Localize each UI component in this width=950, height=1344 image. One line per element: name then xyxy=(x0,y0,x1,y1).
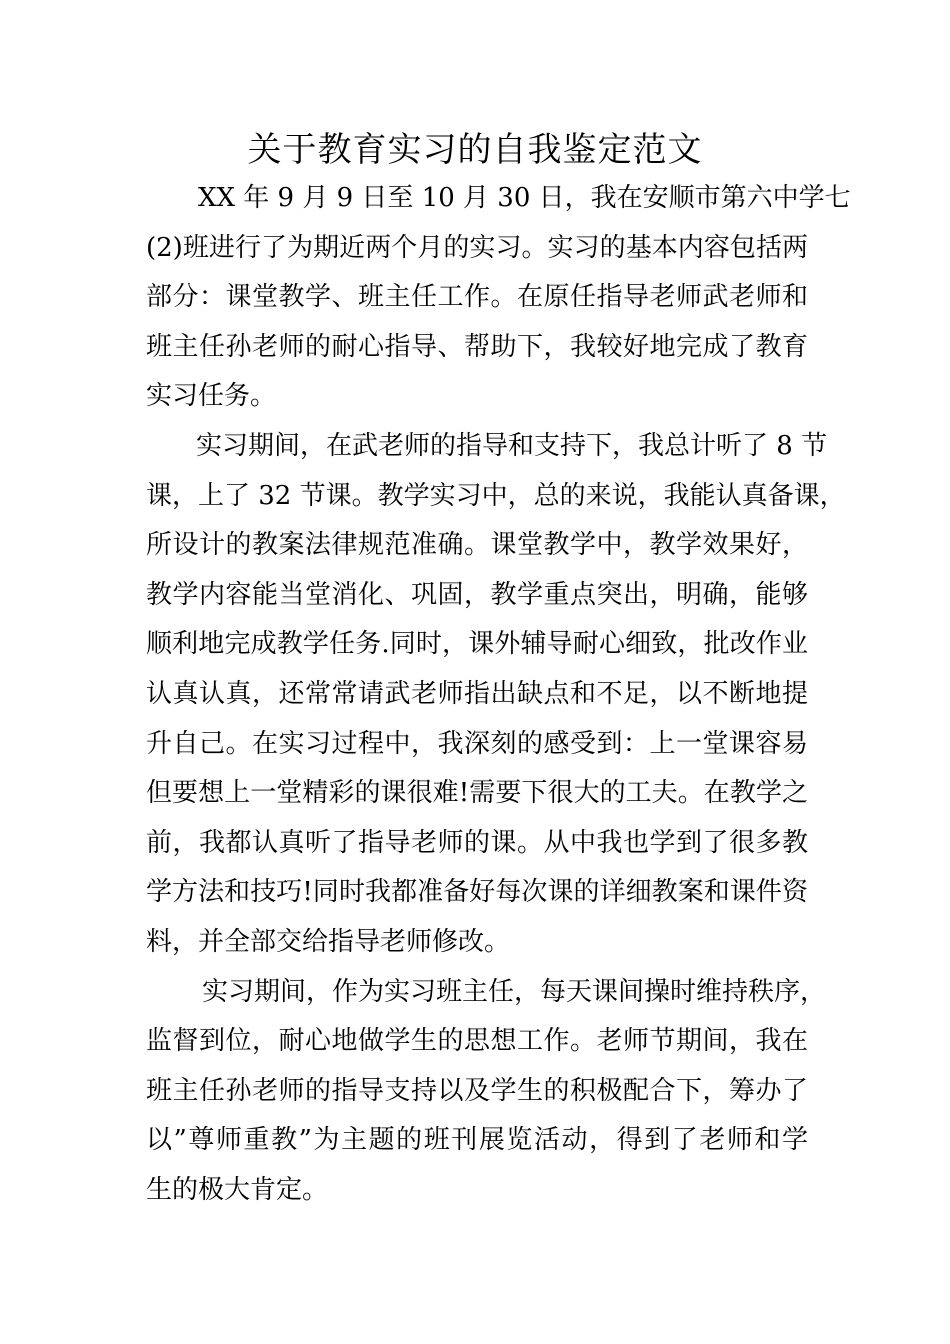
text-line: 生的极大肯定。 xyxy=(146,1174,329,1205)
text-line: 所设计的教案法律规范准确。课堂教学中，教学效果好， xyxy=(146,530,808,561)
text-line: (2)班进行了为期近两个月的实习。实习的基本内容包括两 xyxy=(146,232,808,263)
text-line: 实习任务。 xyxy=(146,381,277,412)
text-line: 学方法和技巧!同时我都准备好每次课的详细教案和课件资 xyxy=(146,877,808,908)
text-line: 以”尊师重教”为主题的班刊展览活动，得到了老师和学 xyxy=(146,1125,808,1156)
text-line: 认真认真，还常常请武老师指出缺点和不足，以不断地提 xyxy=(146,678,808,709)
text-line: 升自己。在实习过程中，我深刻的感受到：上一堂课容易 xyxy=(146,728,808,759)
document-title: 关于教育实习的自我鉴定范文 xyxy=(247,130,703,170)
paragraph-2 xyxy=(146,422,846,968)
document-body xyxy=(146,174,851,1215)
text-line: XX 年 9 月 9 日至 10 月 30 日，我在安顺市第六中学七 xyxy=(198,183,851,213)
text-line: 部分：课堂教学、班主任工作。在原任指导老师武老师和 xyxy=(146,282,808,313)
text-line: 班主任孙老师的耐心指导、帮助下，我较好地完成了教育 xyxy=(146,331,808,362)
text-line: 料，并全部交给指导老师修改。 xyxy=(146,926,511,957)
paragraph-3 xyxy=(146,968,827,1216)
text-line: 前，我都认真听了指导老师的课。从中我也学到了很多教 xyxy=(146,827,808,858)
text-line: 但要想上一堂精彩的课很难!需要下很大的工夫。在教学之 xyxy=(146,778,808,809)
paragraph-1 xyxy=(146,174,851,422)
text-line: 实习期间，在武老师的指导和支持下，我总计听了 8 节 xyxy=(196,430,828,461)
text-line: 实习期间，作为实习班主任，每天课间操时维持秩序， xyxy=(202,976,827,1007)
text-line: 教学内容能当堂消化、巩固，教学重点突出，明确，能够 xyxy=(146,579,808,610)
text-line: 顺利地完成教学任务.同时，课外辅导耐心细致，批改作业 xyxy=(146,629,808,660)
text-line: 监督到位，耐心地做学生的思想工作。老师节期间，我在 xyxy=(146,1026,808,1057)
text-line: 班主任孙老师的指导支持以及学生的积极配合下，筹办了 xyxy=(146,1075,808,1106)
text-line: 课，上了 32 节课。教学实习中，总的来说，我能认真备课， xyxy=(146,480,846,511)
